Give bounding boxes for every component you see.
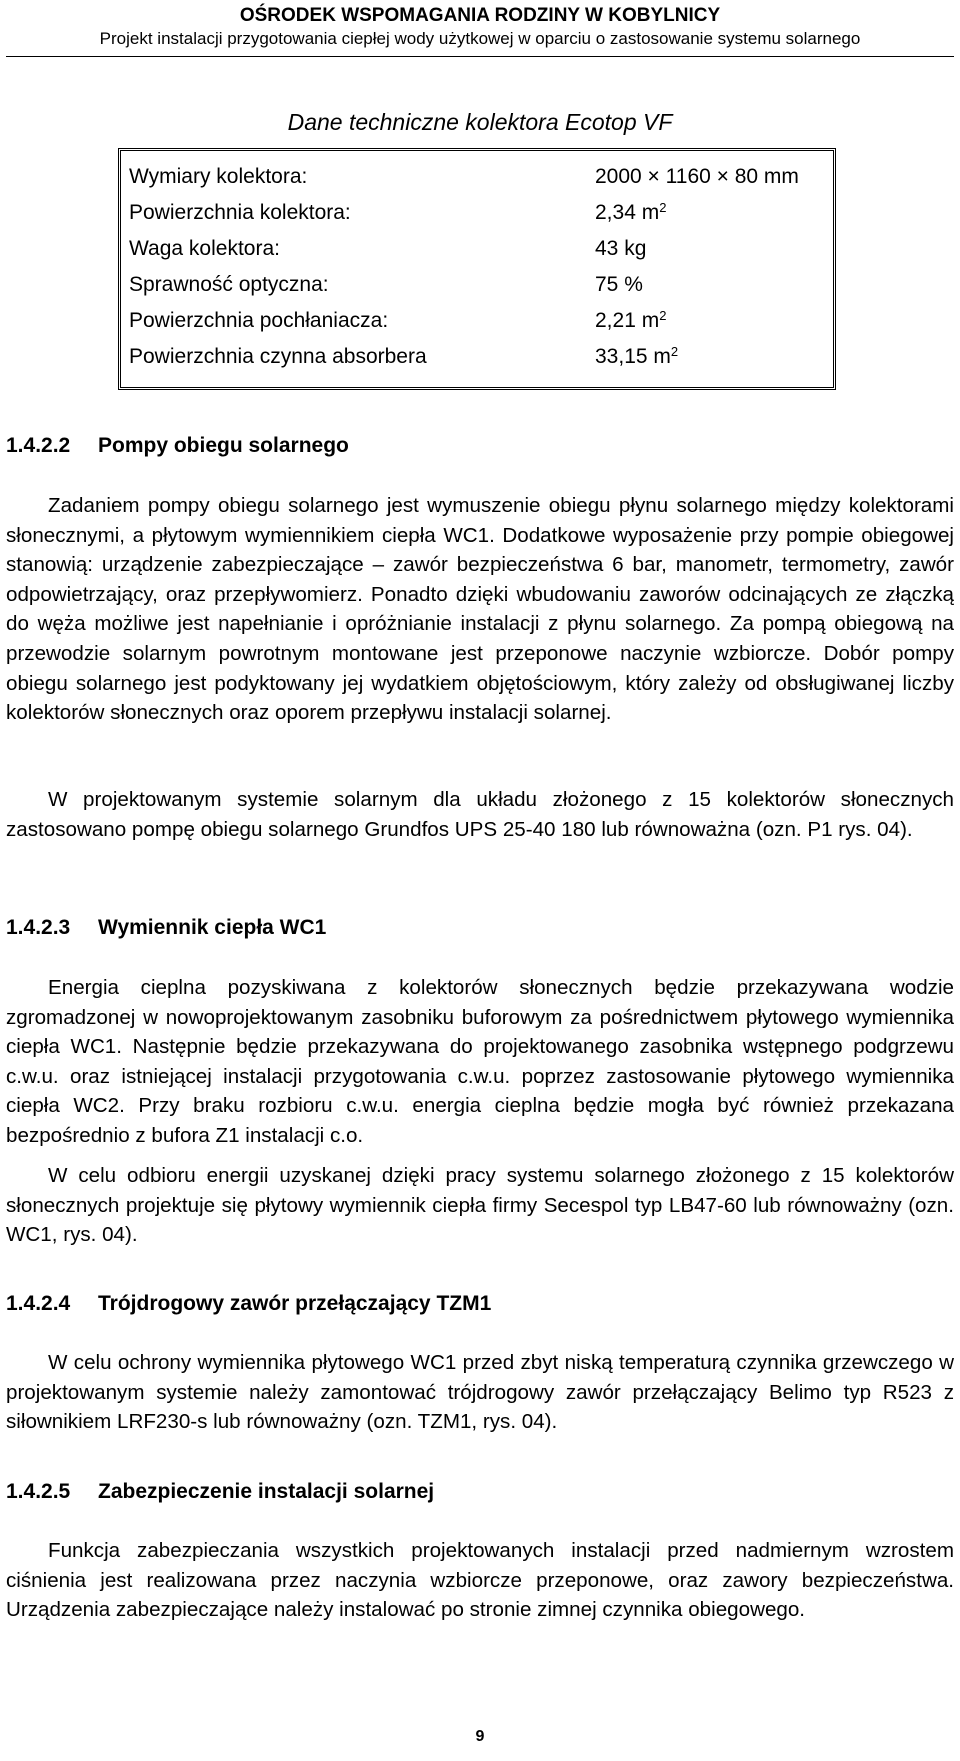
section-title: Zabezpieczenie instalacji solarnej (98, 1480, 435, 1503)
spec-label: Waga kolektora: (129, 237, 280, 260)
paragraph: Energia cieplna pozyskiwana z kolektorów słonecznych będzie przekazywana wodzie zgromadzonej w nowoprojektowanym zasobniku buforowym za pośrednictwem płytowego wymiennika ciepła WC1. Następnie będzie przekazywana do projektowanego zasobnika wstępnego podgrzewu c.w.u. oraz istniejącej instalacji przygotowania c.w.u. poprzez zastosowanie płytowego wymiennika ciepła WC2. Przy braku rozbioru c.w.u. energia cieplna będzie mogła być również przekazana bezpośrednio z bufora Z1 instalacji c.o. (6, 976, 954, 1147)
section-heading (6, 1290, 491, 1318)
spec-label: Wymiary kolektora: (129, 165, 308, 188)
paragraph: W projektowanym systemie solarnym dla układu złożonego z 15 kolektorów słonecznych zastosowano pompę obiegu solarnego Grundfos UPS 25-40 180 lub równoważna (ozn. P1 rys. 04). (6, 788, 954, 841)
spec-value: 43 kg (595, 237, 647, 260)
spec-value: 75 % (595, 273, 643, 296)
paragraph: W celu odbioru energii uzyskanej dzięki pracy systemu solarnego złożonego z 15 kolektorów słonecznych projektuje się płytowy wymiennik ciepła firmy Secespol typ LB47-60 lub równoważny (ozn. WC1, rys. 04). (6, 1164, 954, 1247)
spec-value: 2,21 $m^2$ (595, 308, 667, 332)
section-number: 1.4.2.4 (6, 1292, 71, 1315)
organization-name: OŚRODEK WSPOMAGANIA RODZINY W KOBYLNICY (239, 5, 721, 26)
section-title: Pompy obiegu solarnego (98, 434, 349, 457)
header-divider (6, 56, 954, 57)
paragraph: Zadaniem pompy obiegu solarnego jest wymuszenie obiegu płynu solarnego między kolektorami słonecznymi, a płytowym wymiennikiem ciepła WC1. Dodatkowe wyposażenie przy pompie obiegowej stanowią: urządzenie zabezpieczające – zawór bezpieczeństwa 6 bar, manometr, termometry, zawór odpowietrzający, oraz przepływomierz. Ponadto dzięki wbudowaniu zaworów odcinających ze złączką do węża możliwe jest napełnianie i opróżnianie instalacji z płynu solarnego. Za pompą obiegową na przewodzie solarnym powrotnym montowane jest przeponowe naczynie wzbiorcze. Dobór pompy obiegu solarnego jest podyktowany jej wydatkiem objętościowym, który zależy od obsługiwanej liczby kolektorów słonecznych oraz oporem przepływu instalacji solarnej. (6, 494, 954, 725)
page-number: 9 (475, 1728, 485, 1745)
paragraph: Funkcja zabezpieczania wszystkich projektowanych instalacji przed nadmiernym wzrostem ciśnienia jest realizowana przez naczynia wzbiorcze przeponowe, oraz zawory bezpieczeństwa. Urządzenia zabezpieczające należy instalować po stronie zimnej czynnika obiegowego. (6, 1539, 954, 1622)
spec-row (129, 339, 829, 375)
spec-value: 2000 × 1160 × 80 mm (595, 165, 799, 188)
spec-row (129, 231, 829, 267)
section-number: 1.4.2.5 (6, 1480, 71, 1503)
spec-label: Sprawność optyczna: (129, 273, 329, 296)
spec-label: Powierzchnia czynna absorbera (129, 345, 427, 368)
project-title: Projekt instalacji przygotowania ciepłej wody użytkowej w oparciu o zastosowanie systemu solarnego (99, 29, 861, 48)
spec-row (129, 303, 829, 339)
spec-value: 2,34 $m^2$ (595, 200, 667, 224)
spec-row (129, 267, 829, 303)
section-heading (6, 914, 326, 942)
spec-value: 33,15 $m^2$ (595, 344, 679, 368)
spec-table (118, 148, 836, 390)
section-heading (6, 432, 349, 460)
spec-label: Powierzchnia pochłaniacza: (129, 309, 389, 332)
section-number: 1.4.2.3 (6, 916, 71, 939)
section-number: 1.4.2.2 (6, 434, 71, 457)
section-heading (6, 1478, 434, 1506)
spec-row (129, 195, 829, 231)
section-title: Trójdrogowy zawór przełączający TZM1 (98, 1292, 492, 1315)
section-title: Wymiennik ciepła WC1 (98, 916, 327, 939)
page-header (0, 4, 960, 50)
paragraph: W celu ochrony wymiennika płytowego WC1 przed zbyt niską temperaturą czynnika grzewczego w projektowanym systemie należy zamontować trójdrogowy zawór przełączający Belimo typ R523 z siłownikiem LRF230-s lub równoważny (ozn. TZM1, rys. 04). (6, 1351, 954, 1434)
spec-table-title: Dane techniczne kolektora Ecotop VF (287, 109, 673, 135)
spec-label: Powierzchnia kolektora: (129, 201, 351, 224)
spec-row (129, 159, 829, 195)
